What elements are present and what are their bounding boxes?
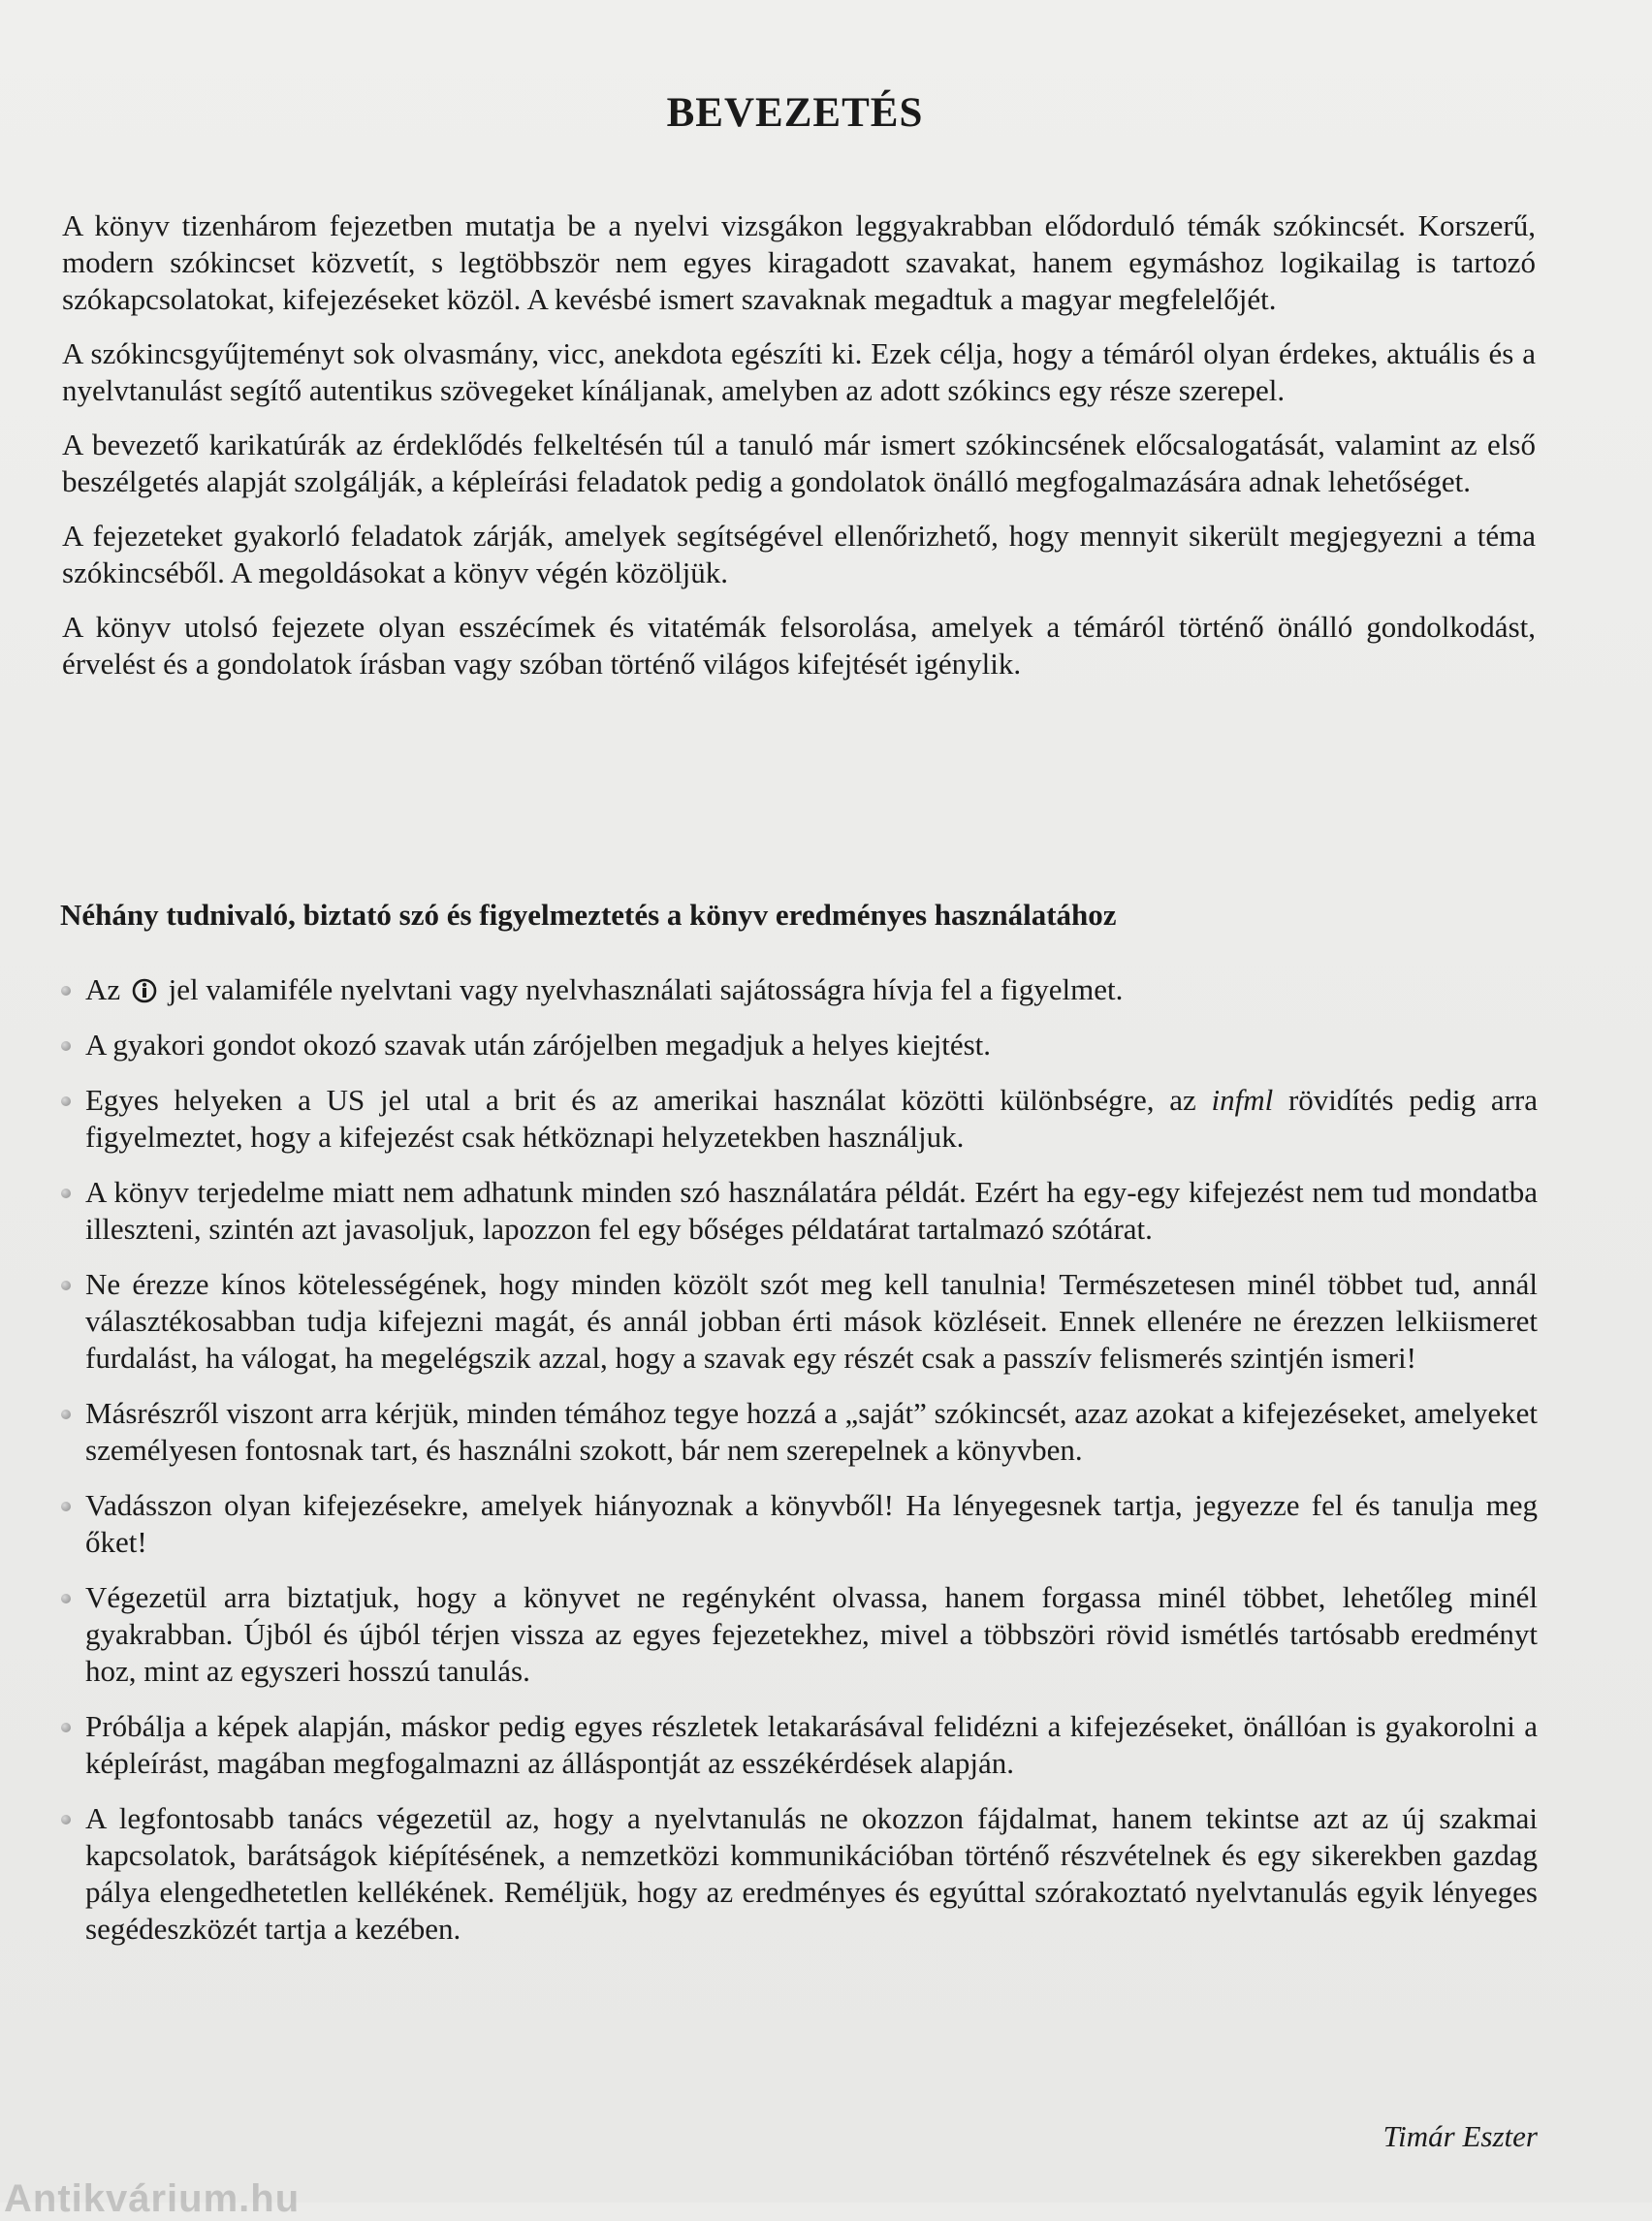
list-item: [60, 1579, 1538, 1690]
list-item: [60, 1266, 1538, 1377]
intro-paragraph: A fejezeteket gyakorló feladatok zárják, amelyek segítségével ellenőrizhető, hogy mennyit sikerült megjegyezni a téma szókincséből. A megoldásokat a könyv végén közöljük.: [62, 519, 1536, 589]
bullet-text-after: rövidítés pedig arra figyelmeztet, hogy a kifejezést csak hétköznapi helyzetekben használjuk.: [85, 1083, 1538, 1154]
bullet-dot-icon: [61, 1410, 71, 1419]
bullet-text: A legfontosabb tanács végezetül az, hogy a nyelvtanulás ne okozzon fájdalmat, hanem tekintse azt az új szakmai kapcsolatok, barátságok kiépítésének, a nemzetközi kommunikációban történő részvételnek és egy sikerekben gazdag pálya elengedhetetlen kellékének. Reméljük, hogy az eredményes és egyúttal szórakoztató nyelvtanulás egyik lényeges segédeszközét tartja a kezében.: [85, 1801, 1538, 1946]
section-heading: Néhány tudnivaló, biztató szó és figyelmeztetés a könyv eredményes használatához: [60, 898, 1117, 932]
bullet-dot-icon: [61, 1096, 71, 1106]
intro-paragraph: A szókincsgyűjteményt sok olvasmány, vicc, anekdota egészíti ki. Ezek célja, hogy a témáról olyan érdekes, aktuális és a nyelvtanulást segítő autentikus szövegeket kínáljanak, amelyben az adott szókincs egy része szerepel.: [62, 336, 1536, 407]
bullet-dot-icon: [61, 1594, 71, 1603]
bullet-dot-icon: [61, 1815, 71, 1824]
bullet-text-before: Az: [85, 972, 121, 1006]
bullet-text: Próbálja a képek alapján, máskor pedig egyes részletek letakarásával felidézni a kifejezéseket, önállóan is gyakorolni a képleírást, magában megfogalmazni az álláspontját az esszékérdések alapján.: [85, 1709, 1538, 1780]
list-item: [60, 1800, 1538, 1948]
watermark: Antikvárium.hu: [4, 2177, 301, 2220]
bullet-dot-icon: [61, 1041, 71, 1051]
list-item: [60, 1027, 1538, 1063]
list-item: [60, 1708, 1538, 1782]
bullet-dot-icon: [61, 1723, 71, 1732]
bullet-text-after: jel valamiféle nyelvtani vagy nyelvhasználati sajátosságra hívja fel a figyelmet.: [168, 972, 1124, 1006]
list-item: [60, 1395, 1538, 1469]
bullet-text: A gyakori gondot okozó szavak után zárójelben megadjuk a helyes kiejtést.: [85, 1028, 992, 1062]
page-title: BEVEZETÉS: [666, 90, 924, 136]
bullet-text: Vadásszon olyan kifejezésekre, amelyek hiányoznak a könyvből! Ha lényegesnek tartja, jegyezze fel és tanulja meg őket!: [85, 1488, 1538, 1559]
list-item: [60, 971, 1538, 1008]
bullet-text: A könyv terjedelme miatt nem adhatunk minden szó használatára példát. Ezért ha egy-egy kifejezést nem tud mondatba illeszteni, szintén azt javasoljuk, lapozzon fel egy bőséges példatárat tartalmazó szótárat.: [85, 1175, 1538, 1246]
bullet-text: Ne érezze kínos kötelességének, hogy minden közölt szót meg kell tanulnia! Természetesen minél többet tud, annál választékosabban tudja kifejezni magát, és annál jobban érti mások közléseit. Ennek ellenére ne érezzen lelkiismeret furdalást, ha válogat, ha megelégszik azzal, hogy a szavak egy részét csak a passzív felismerés szintjén ismeri!: [85, 1267, 1538, 1375]
bullet-text: Végezetül arra biztatjuk, hogy a könyvet ne regényként olvassa, hanem forgassa minél többet, lehetőleg minél gyakrabban. Újból és újból térjen vissza az egyes fejezetekhez, mivel a többszöri rövid ismétlés tartósabb eredményt hoz, mint az egyszeri hosszú tanulás.: [85, 1580, 1538, 1688]
abbreviation-infml: infml: [1211, 1083, 1274, 1117]
intro-paragraph: A könyv tizenhárom fejezetben mutatja be a nyelvi vizsgákon leggyakrabban elődorduló témák szókincsét. Korszerű, modern szókincset közvetít, s legtöbbször nem egyes kiragadott szavakat, hanem egymáshoz logikailag is tartozó szókapcsolatokat, kifejezéseket közöl. A kevésbé ismert szavaknak megadtuk a magyar megfelelőjét.: [62, 208, 1536, 316]
list-item: [60, 1487, 1538, 1561]
tips-list: [60, 971, 1538, 1966]
list-item: [60, 1174, 1538, 1248]
intro-paragraph: A bevezető karikatúrák az érdeklődés felkeltésén túl a tanuló már ismert szókincsének előcsalogatását, valamint az első beszélgetés alapját szolgálják, a képleírási feladatok pedig a gondolatok önálló megfogalmazására adnak lehetőséget.: [62, 428, 1536, 498]
list-item: [60, 1082, 1538, 1156]
author-signature: Timár Eszter: [1382, 2119, 1538, 2153]
intro-section: [62, 207, 1536, 700]
bullet-dot-icon: [61, 986, 71, 996]
bullet-dot-icon: [61, 1281, 71, 1290]
bullet-dot-icon: [61, 1502, 71, 1511]
bullet-text: Másrészről viszont arra kérjük, minden témához tegye hozzá a „saját” szókincsét, azaz azokat a kifejezéseket, amelyeket személyesen fontosnak tart, és használni szokott, bár nem szerepelnek a könyvben.: [85, 1396, 1538, 1467]
intro-paragraph: A könyv utolsó fejezete olyan esszécímek és vitatémák felsorolása, amelyek a témáról történő önálló gondolkodást, érvelést és a gondolatok írásban vagy szóban történő világos kifejtését igénylik.: [62, 610, 1536, 681]
info-icon: [132, 978, 157, 1003]
bullet-dot-icon: [61, 1189, 71, 1198]
bullet-text-before: Egyes helyeken a US jel utal a brit és az amerikai használat közötti különbségre, az: [85, 1083, 1196, 1117]
